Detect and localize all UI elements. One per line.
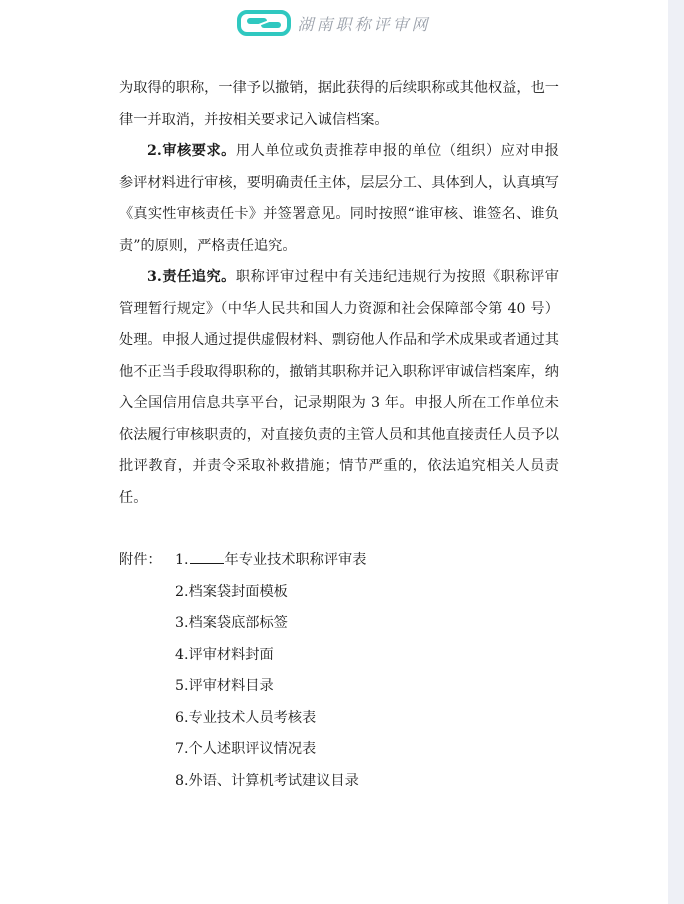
attachment-item-6: 6.专业技术人员考核表 xyxy=(175,709,317,726)
attachment-item-2: 2.档案袋封面模板 xyxy=(175,583,288,600)
attachment-item-5: 5.评审材料目录 xyxy=(175,678,274,694)
site-logo[interactable] xyxy=(237,8,430,38)
scrollbar-track[interactable] xyxy=(668,0,684,904)
attachment-item-8: 8.外语、计算机考试建议目录 xyxy=(175,772,359,789)
section-title-review: 2.审核要求。 xyxy=(147,143,236,159)
attachment-item-7: 7.个人述职评议情况表 xyxy=(175,741,317,757)
link-logo-icon xyxy=(237,8,291,38)
attachment-item-4: 4.评审材料封面 xyxy=(175,646,274,663)
section-text-accountability: 职称评审过程中有关违纪违规行为按照《职称评审管理暂行规定》（中华人民共和国人力资源和社会保障部令第 40 号）处理。申报人通过提供虚假材料、剽窃他人作品和学术成果或者通过其他不正当手段取得职称的，撤销其职称并记入职称评审诚信档案库，纳入全国信用信息共享平台，记录期限为 3 年。申报人所在工作单位未依法履行审核职责的，对直接负责的主管人员和其他直接责任人员予以批评教育，并责令采取补救措施；情节严重的，依法追究相关人员责任。 xyxy=(119,269,559,506)
document-body xyxy=(119,73,559,797)
attachment-row xyxy=(119,545,559,577)
attachments-list xyxy=(119,545,559,797)
fill-blank-year xyxy=(190,549,224,564)
attachment-item-1: 1. 年专业技术职称评审表 xyxy=(175,545,366,577)
paragraph-accountability xyxy=(119,262,559,514)
paragraph-continued: 为取得的职称，一律予以撤销，据此获得的后续职称或其他权益，也一律一并取消，并按相关要求记入诚信档案。 xyxy=(119,80,559,128)
attachments-label: 附件： xyxy=(119,552,162,568)
paragraph-review-requirements xyxy=(119,136,559,262)
section-text-review: 用人单位或负责推荐申报的单位（组织）应对申报参评材料进行审核，要明确责任主体，层层分工、具体到人，认真填写《真实性审核责任卡》并签署意见。同时按照“谁审核、谁签名、谁负责”的原则，严格责任追究。 xyxy=(119,143,559,254)
site-name: 湖南职称评审网 xyxy=(297,14,431,34)
attachment-item-3: 3.档案袋底部标签 xyxy=(175,615,288,631)
page-header xyxy=(0,8,668,38)
section-title-accountability: 3.责任追究。 xyxy=(147,269,236,285)
